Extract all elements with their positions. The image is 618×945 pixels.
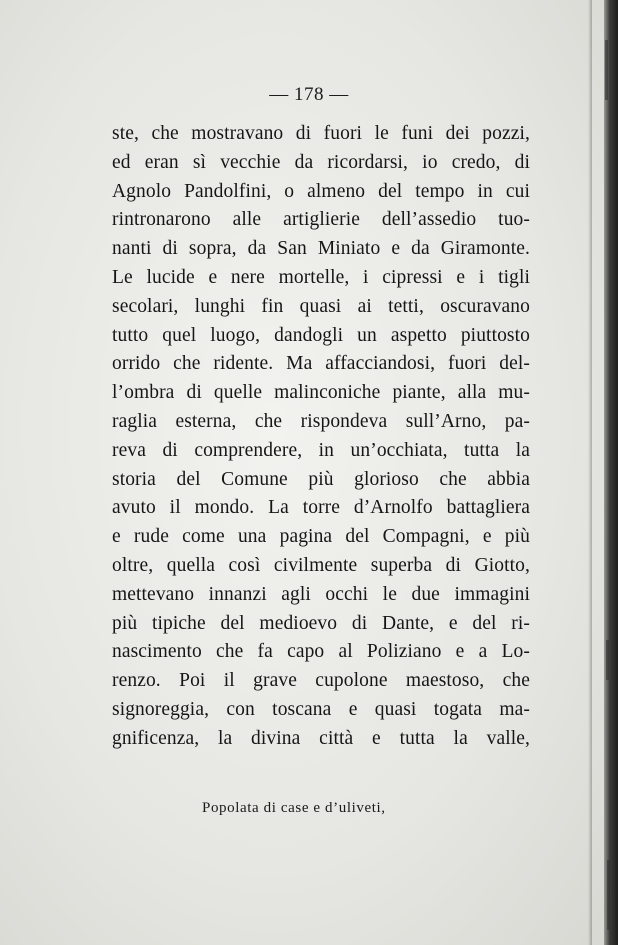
- text-line: reva di comprendere, in un’occhiata, tutta la: [112, 439, 530, 461]
- text-line: ste, che mostravano di fuori le funi dei pozzi,: [112, 123, 530, 144]
- binding-mark: [605, 40, 608, 100]
- text-line: e rude come una pagina del Compagni, e più: [112, 526, 530, 548]
- text-line: nascimento che fa capo al Poliziano e a Lo-: [112, 641, 530, 663]
- body-text: [112, 120, 530, 754]
- text-line: mettevano innanzi agli occhi le due immagini: [112, 583, 530, 605]
- page-number: — 178 —: [269, 84, 349, 105]
- text-line: secolari, lunghi fin quasi ai tetti, oscuravano: [112, 295, 530, 317]
- text-line: Le lucide e nere mortelle, i cipressi e i tigli: [112, 266, 530, 288]
- text-line: orrido che ridente. Ma affacciandosi, fuori del-: [112, 353, 530, 375]
- text-line: rintronarono alle artiglierie dell’assedio tuo-: [112, 209, 530, 231]
- binding-mark: [607, 860, 610, 930]
- text-line: signoreggia, con toscana e quasi togata ma-: [112, 698, 530, 720]
- page-edge-shadow: [588, 0, 592, 945]
- text-line: ed eran sì vecchie da ricordarsi, io credo, di: [112, 151, 530, 173]
- text-line: l’ombra di quelle malinconiche piante, alla mu-: [112, 382, 530, 404]
- text-line: renzo. Poi il grave cupolone maestoso, che: [112, 670, 530, 692]
- verse-line: Popolata di case e d’uliveti,: [202, 800, 386, 816]
- text-line: avuto il mondo. La torre d’Arnolfo battagliera: [112, 497, 530, 519]
- binding-mark: [606, 640, 609, 680]
- text-line: Agnolo Pandolfini, o almeno del tempo in cui: [112, 180, 530, 202]
- book-binding-edge: [604, 0, 618, 945]
- text-line: nanti di sopra, da San Miniato e da Giramonte.: [112, 238, 530, 260]
- text-line: gnificenza, la divina città e tutta la valle,: [112, 727, 530, 749]
- text-line: oltre, quella così civilmente superba di Giotto,: [112, 554, 530, 576]
- text-line: più tipiche del medioevo di Dante, e del ri-: [112, 612, 530, 634]
- text-line: tutto quel luogo, dandogli un aspetto piuttosto: [112, 324, 530, 346]
- text-line: storia del Comune più glorioso che abbia: [112, 468, 530, 490]
- text-line: raglia esterna, che rispondeva sull’Arno, pa-: [112, 410, 530, 432]
